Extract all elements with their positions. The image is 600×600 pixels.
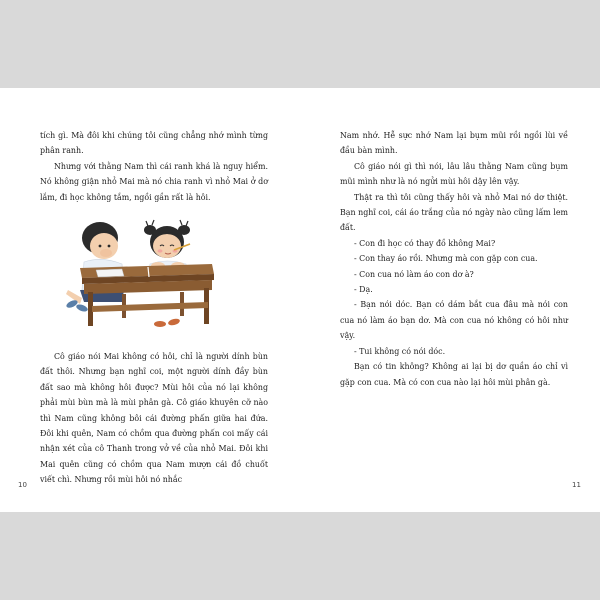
paragraph: Cô giáo nói Mai không có hôi, chỉ là người dính bùn đất thôi. Nhưng bạn nghĩ coi, một người dính đầy bùn đất sao mà không hôi được? Mùi hôi của nó lại không phải mùi bùn mà là mùi phân gà. Cô giáo khuyên cỡ nào thì Nam cũng không bôi cái đường phấn giữa hai đứa. Đôi khi quên, Nam có chồm qua đường phấn coi mấy cái nhận xét của cô Thanh trong vở về của nhỏ Mai. Đôi khi Mai quên cũng có chồm qua Nam mượn cái đồ chuốt viết chì. Nhưng rồi mùi hôi nó nhắc bbox=[40, 352, 268, 485]
bottom-margin-band bbox=[0, 512, 600, 600]
left-page-bottom-text bbox=[40, 349, 268, 488]
page-number-left: 10 bbox=[18, 481, 27, 489]
dialogue-line: - Dạ. bbox=[354, 285, 373, 295]
paragraph: tích gì. Mà đôi khi chúng tôi cũng chẳng nhớ mình từng phân ranh. bbox=[40, 131, 268, 156]
book-spread bbox=[0, 88, 600, 512]
dialogue-line: - Bạn nói dóc. Bạn có dám bắt cua đâu mà nói con cua nó làm áo bạn dơ. Mà con cua nó không có hôi như vậy. bbox=[340, 300, 568, 341]
dialogue-line: - Con đi học có thay đồ không Mai? bbox=[354, 238, 496, 248]
paragraph: Thật ra thì tôi cũng thấy hôi và nhỏ Mai nó dơ thiệt. Bạn nghĩ coi, cái áo trắng của nó ngày nào cũng lấm lem đất. bbox=[340, 192, 568, 233]
dialogue-line: - Tui không có nói dóc. bbox=[354, 346, 446, 356]
paragraph: Bạn có tin không? Không ai lại bị dơ quần áo chỉ vì gặp con cua. Mà có con cua nào lại hôi mùi phân gà. bbox=[340, 362, 568, 387]
two-children-at-school-desk-illustration bbox=[62, 206, 222, 336]
paragraph: Nam nhớ. Hễ sực nhớ Nam lại bụm mũi rồi ngồi lùi về đầu bàn mình. bbox=[340, 131, 568, 156]
paragraph: Cô giáo nói gì thì nói, lâu lâu thằng Nam cũng bụm mũi mình như là nó ngửi mùi hôi dậy lên vậy. bbox=[340, 161, 568, 187]
paragraph: Nhưng với thằng Nam thì cái ranh khá là nguy hiểm. Nó không giận nhỏ Mai mà nó chia ranh vì nhỏ Mai ở dơ lắm, đi học không tắm, ngồi gần rất là hôi. bbox=[40, 161, 268, 202]
dialogue-line: - Con thay áo rồi. Nhưng mà con gặp con cua. bbox=[354, 254, 538, 264]
dialogue-line: - Con cua nó làm áo con dơ à? bbox=[354, 269, 474, 279]
left-page-top-text bbox=[40, 128, 268, 205]
right-page-text bbox=[340, 128, 568, 390]
page-number-right: 11 bbox=[572, 481, 581, 489]
top-margin-band bbox=[0, 0, 600, 88]
